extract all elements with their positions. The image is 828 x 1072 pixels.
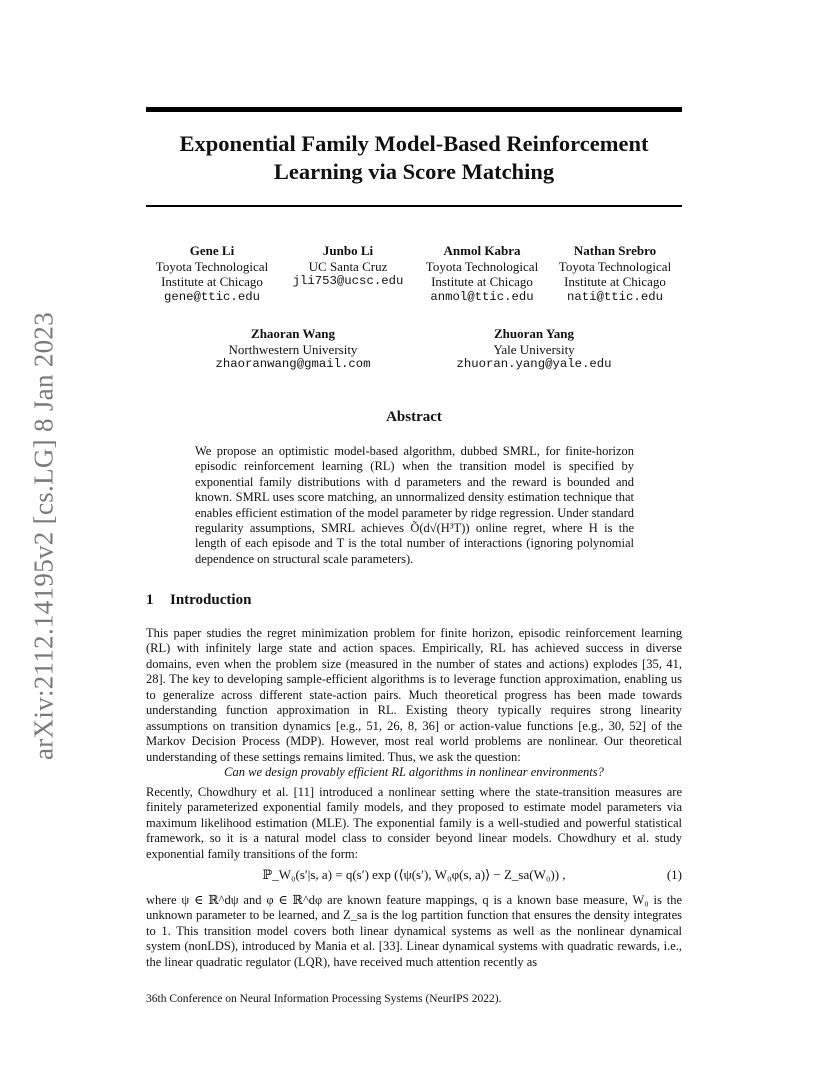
author-block bbox=[293, 243, 404, 290]
arxiv-identifier: arXiv:2112.14195v2 [cs.LG] 8 Jan 2023 bbox=[28, 311, 59, 761]
section-title: Introduction bbox=[170, 592, 252, 608]
author-email[interactable]: zhaoranwang@gmail.com bbox=[215, 357, 371, 371]
intro-paragraph-3: where ψ ∈ ℝ^dψ and φ ∈ ℝ^dφ are known feature mappings, q is a known base measure, W₀ is the unknown parameter to be learned, and Z_sa is the log partition function that ensures the density integrates to 1. This transition model covers both linear dynamical systems as well as the nonlinear dynamical system (nonLDS), introduced by Mania et al. [33]. Linear dynamical systems with quadratic rewards, i.e., the linear quadratic regulator (LQR), have received much attention recently as bbox=[146, 893, 682, 969]
title-top-rule bbox=[146, 107, 682, 112]
author-name: Junbo Li bbox=[322, 243, 374, 258]
author-block bbox=[426, 243, 538, 305]
author-name: Gene Li bbox=[189, 243, 235, 258]
author-email[interactable]: anmol@ttic.edu bbox=[430, 289, 534, 304]
author-email[interactable]: zhuoran.yang@yale.edu bbox=[456, 357, 612, 371]
section-number: 1 bbox=[146, 592, 154, 608]
author-email[interactable]: gene@ttic.edu bbox=[164, 289, 260, 304]
author-affiliation: UC Santa Cruz bbox=[308, 258, 388, 274]
equation-1 bbox=[146, 867, 682, 883]
title-line-1: Exponential Family Model-Based Reinforcement bbox=[179, 131, 649, 156]
author-affiliation: Institute at Chicago bbox=[564, 274, 666, 289]
author-affiliation: Toyota Technological bbox=[558, 258, 672, 274]
author-affiliation: Toyota Technological bbox=[155, 258, 269, 274]
author-block bbox=[216, 326, 371, 373]
author-email[interactable]: nati@ttic.edu bbox=[567, 289, 663, 304]
author-name: Anmol Kabra bbox=[443, 243, 521, 258]
equation-body: ℙ_W₀(s′|s, a) = q(s′) exp (⟨ψ(s′), W₀φ(s, a)⟩ − Z_sa(W₀)) , bbox=[262, 867, 566, 882]
intro-paragraph-2: Recently, Chowdhury et al. [11] introduced a nonlinear setting where the state-transition measures are finitely parameterized exponential family models, and they proposed to estimate model parameters via maximum likelihood estimation (MLE). The exponential family is a well-studied and powerful statistical framework, so it is a natural model class to consider beyond linear models. Chowdhury et al. study exponential family transitions of the form: bbox=[146, 785, 682, 861]
equation-number: (1) bbox=[666, 867, 682, 882]
section-heading bbox=[146, 592, 251, 609]
author-affiliation: Institute at Chicago bbox=[431, 274, 533, 289]
paper-title bbox=[146, 130, 682, 186]
conference-footnote: 36th Conference on Neural Information Processing Systems (NeurIPS 2022). bbox=[146, 993, 502, 1005]
abstract-text: We propose an optimistic model-based algorithm, dubbed SMRL, for finite-horizon episodic reinforcement learning (RL) when the transition model is specified by exponential family distributions with d parameters and the reward is bounded and known. SMRL uses score matching, an unnormalized density estimation technique that enables efficient estimation of the model parameter by ridge regression. Under standard regularity assumptions, SMRL achieves Õ(d√(H³T)) online regret, where H is the length of each episode and T is the total number of interactions (ignoring polynomial dependence on structural scale parameters). bbox=[195, 444, 634, 566]
author-affiliation: Northwestern University bbox=[228, 341, 358, 357]
author-name: Zhaoran Wang bbox=[251, 326, 335, 341]
author-email[interactable]: jli753@ucsc.edu bbox=[292, 274, 404, 288]
intro-paragraph-1: This paper studies the regret minimization problem for finite horizon, episodic reinforcement learning (RL) with infinitely large state and action spaces. Empirically, RL has achieved success in diverse domains, even when the problem size (measured in the number of states and actions) explodes [35, 41, 28]. The key to developing sample-efficient algorithms is to leverage function approximation, enabling us to generalize across different state-action pairs. Much theoretical progress has been made towards understanding function approximation in RL. Existing theory typically requires strong linearity assumptions on transition dynamics [e.g., 51, 26, 8, 36] or action-value functions [e.g., 30, 52] of the Markov Decision Process (MDP). However, most real world problems are nonlinear. Our theoretical understanding of these settings remains limited. Thus, we ask the question: bbox=[146, 626, 682, 764]
author-affiliation: Toyota Technological bbox=[425, 258, 539, 274]
abstract-heading: Abstract bbox=[386, 409, 442, 425]
author-affiliation: Institute at Chicago bbox=[161, 274, 263, 289]
author-block bbox=[457, 326, 612, 373]
title-line-2: Learning via Score Matching bbox=[273, 159, 555, 184]
title-bottom-rule bbox=[146, 205, 682, 207]
research-question: Can we design provably efficient RL algorithms in nonlinear environments? bbox=[224, 765, 604, 779]
author-name: Zhuoran Yang bbox=[493, 326, 575, 341]
author-block bbox=[559, 243, 671, 305]
author-block bbox=[156, 243, 268, 305]
author-name: Nathan Srebro bbox=[573, 243, 657, 258]
author-affiliation: Yale University bbox=[493, 341, 575, 357]
